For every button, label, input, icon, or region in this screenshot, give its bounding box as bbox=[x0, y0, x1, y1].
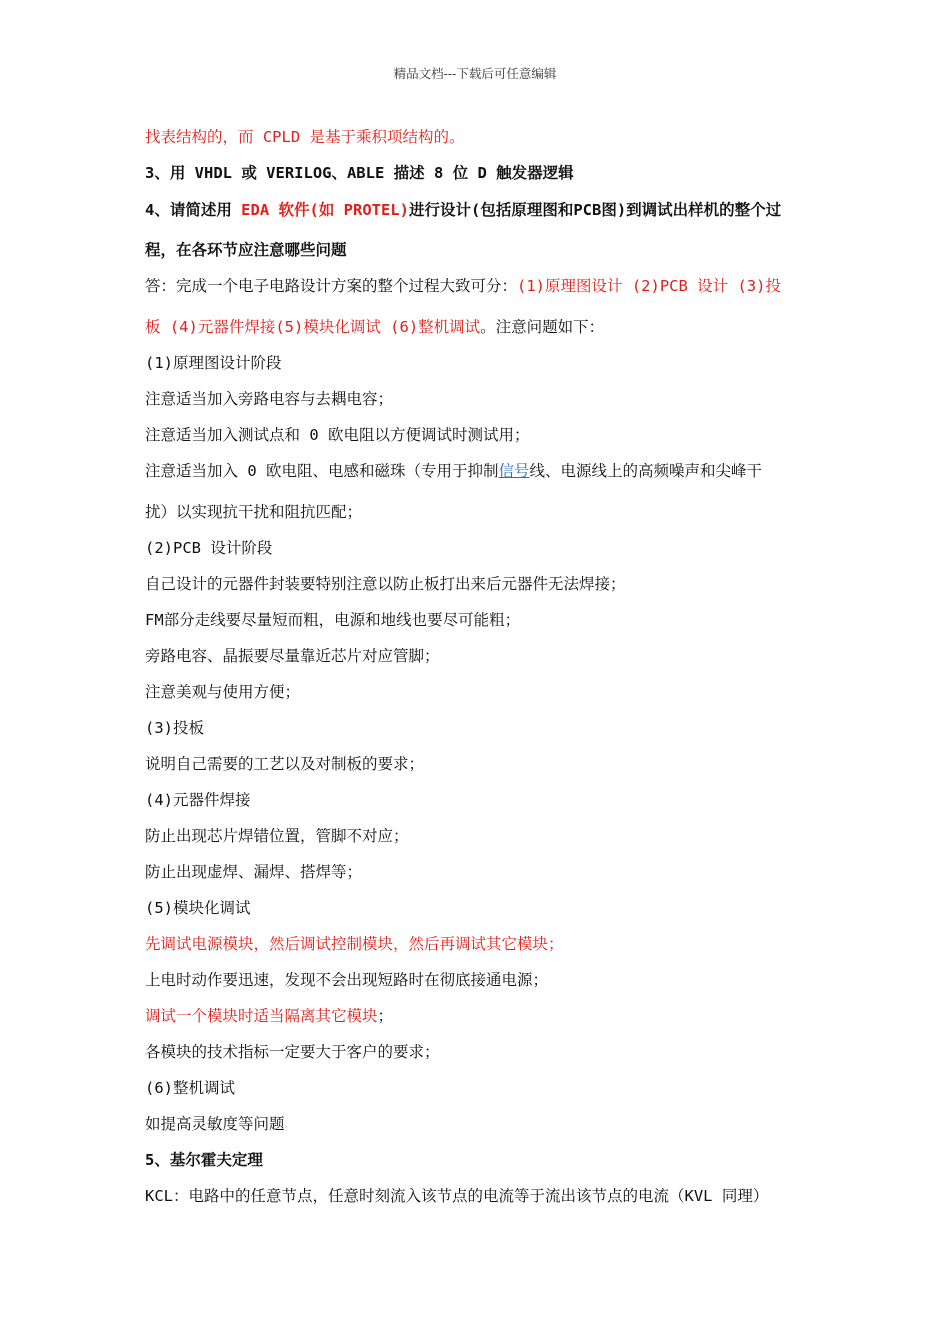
section-5-item bbox=[145, 1006, 393, 1026]
question-4-prefix: 4、请简述用 bbox=[145, 201, 242, 219]
answer-highlight: (1)原理图设计 (2)PCB 设计 (3)投 bbox=[517, 277, 781, 295]
section-4-item: 防止出现虚焊、漏焊、搭焊等； bbox=[145, 863, 363, 881]
section-6-heading: (6)整机调试 bbox=[145, 1079, 235, 1097]
item-text: 注意适当加入 0 欧电阻、电感和磁珠（专用于抑制 bbox=[145, 462, 499, 480]
section-5-item: 各模块的技术指标一定要大于客户的要求； bbox=[145, 1043, 440, 1061]
section-5-heading: (5)模块化调试 bbox=[145, 899, 251, 917]
section-6-item: 如提高灵敏度等问题 bbox=[145, 1115, 285, 1133]
item-text: 线、电源线上的高频噪声和尖峰干 bbox=[529, 462, 763, 480]
section-2-item: 旁路电容、晶振要尽量靠近芯片对应管脚； bbox=[145, 647, 440, 665]
section-1-item: 注意适当加入旁路电容与去耦电容； bbox=[145, 390, 394, 408]
text-line: 找表结构的，而 CPLD 是基于乘积项结构的。 bbox=[145, 128, 465, 146]
signal-link[interactable]: 信号 bbox=[498, 462, 530, 480]
section-2-item: 自己设计的元器件封装要特别注意以防止板打出来后元器件无法焊接； bbox=[145, 575, 626, 593]
question-3: 3、用 VHDL 或 VERILOG、ABLE 描述 8 位 D 触发器逻辑 bbox=[145, 164, 574, 182]
answer-line-1 bbox=[145, 276, 781, 296]
answer-text: 。注意问题如下： bbox=[480, 318, 605, 336]
section-4-item: 防止出现芯片焊错位置，管脚不对应； bbox=[145, 827, 409, 845]
section-5-item: 上电时动作要迅速，发现不会出现短路时在彻底接通电源； bbox=[145, 971, 549, 989]
section-2-item: 注意美观与使用方便； bbox=[145, 683, 301, 701]
kcl-definition: KCL：电路中的任意节点，任意时刻流入该节点的电流等于流出该节点的电流（KVL 同理） bbox=[145, 1187, 769, 1205]
section-2-heading: (2)PCB 设计阶段 bbox=[145, 539, 273, 557]
section-1-heading: (1)原理图设计阶段 bbox=[145, 354, 282, 372]
answer-text: 答：完成一个电子电路设计方案的整个过程大致可分： bbox=[145, 277, 518, 295]
section-1-item: 扰）以实现抗干扰和阻抗匹配； bbox=[145, 503, 363, 521]
section-1-item bbox=[145, 461, 762, 481]
section-3-item: 说明自己需要的工艺以及对制板的要求； bbox=[145, 755, 425, 773]
answer-highlight: 板 (4)元器件焊接(5)模块化调试 (6)整机调试 bbox=[145, 318, 481, 336]
item-highlight: 调试一个模块时适当隔离其它模块 bbox=[145, 1007, 378, 1025]
section-1-item: 注意适当加入测试点和 0 欧电阻以方便调试时测试用； bbox=[145, 426, 530, 444]
question-4-line-2: 程，在各环节应注意哪些问题 bbox=[145, 241, 347, 259]
page-header: 精品文档---下载后可任意编辑 bbox=[393, 66, 557, 81]
question-4-suffix: 进行设计(包括原理图和PCB图)到调试出样机的整个过 bbox=[409, 201, 782, 219]
item-text: ； bbox=[377, 1007, 394, 1025]
section-4-heading: (4)元器件焊接 bbox=[145, 791, 251, 809]
question-4-highlight: EDA 软件(如 PROTEL) bbox=[241, 201, 409, 219]
question-4-line-1 bbox=[145, 200, 781, 220]
section-2-item: FM部分走线要尽量短而粗，电源和地线也要尽可能粗； bbox=[145, 611, 521, 629]
section-5-item: 先调试电源模块，然后调试控制模块，然后再调试其它模块； bbox=[145, 935, 564, 953]
section-3-heading: (3)投板 bbox=[145, 719, 204, 737]
question-5: 5、基尔霍夫定理 bbox=[145, 1151, 263, 1169]
answer-line-2 bbox=[145, 317, 604, 337]
